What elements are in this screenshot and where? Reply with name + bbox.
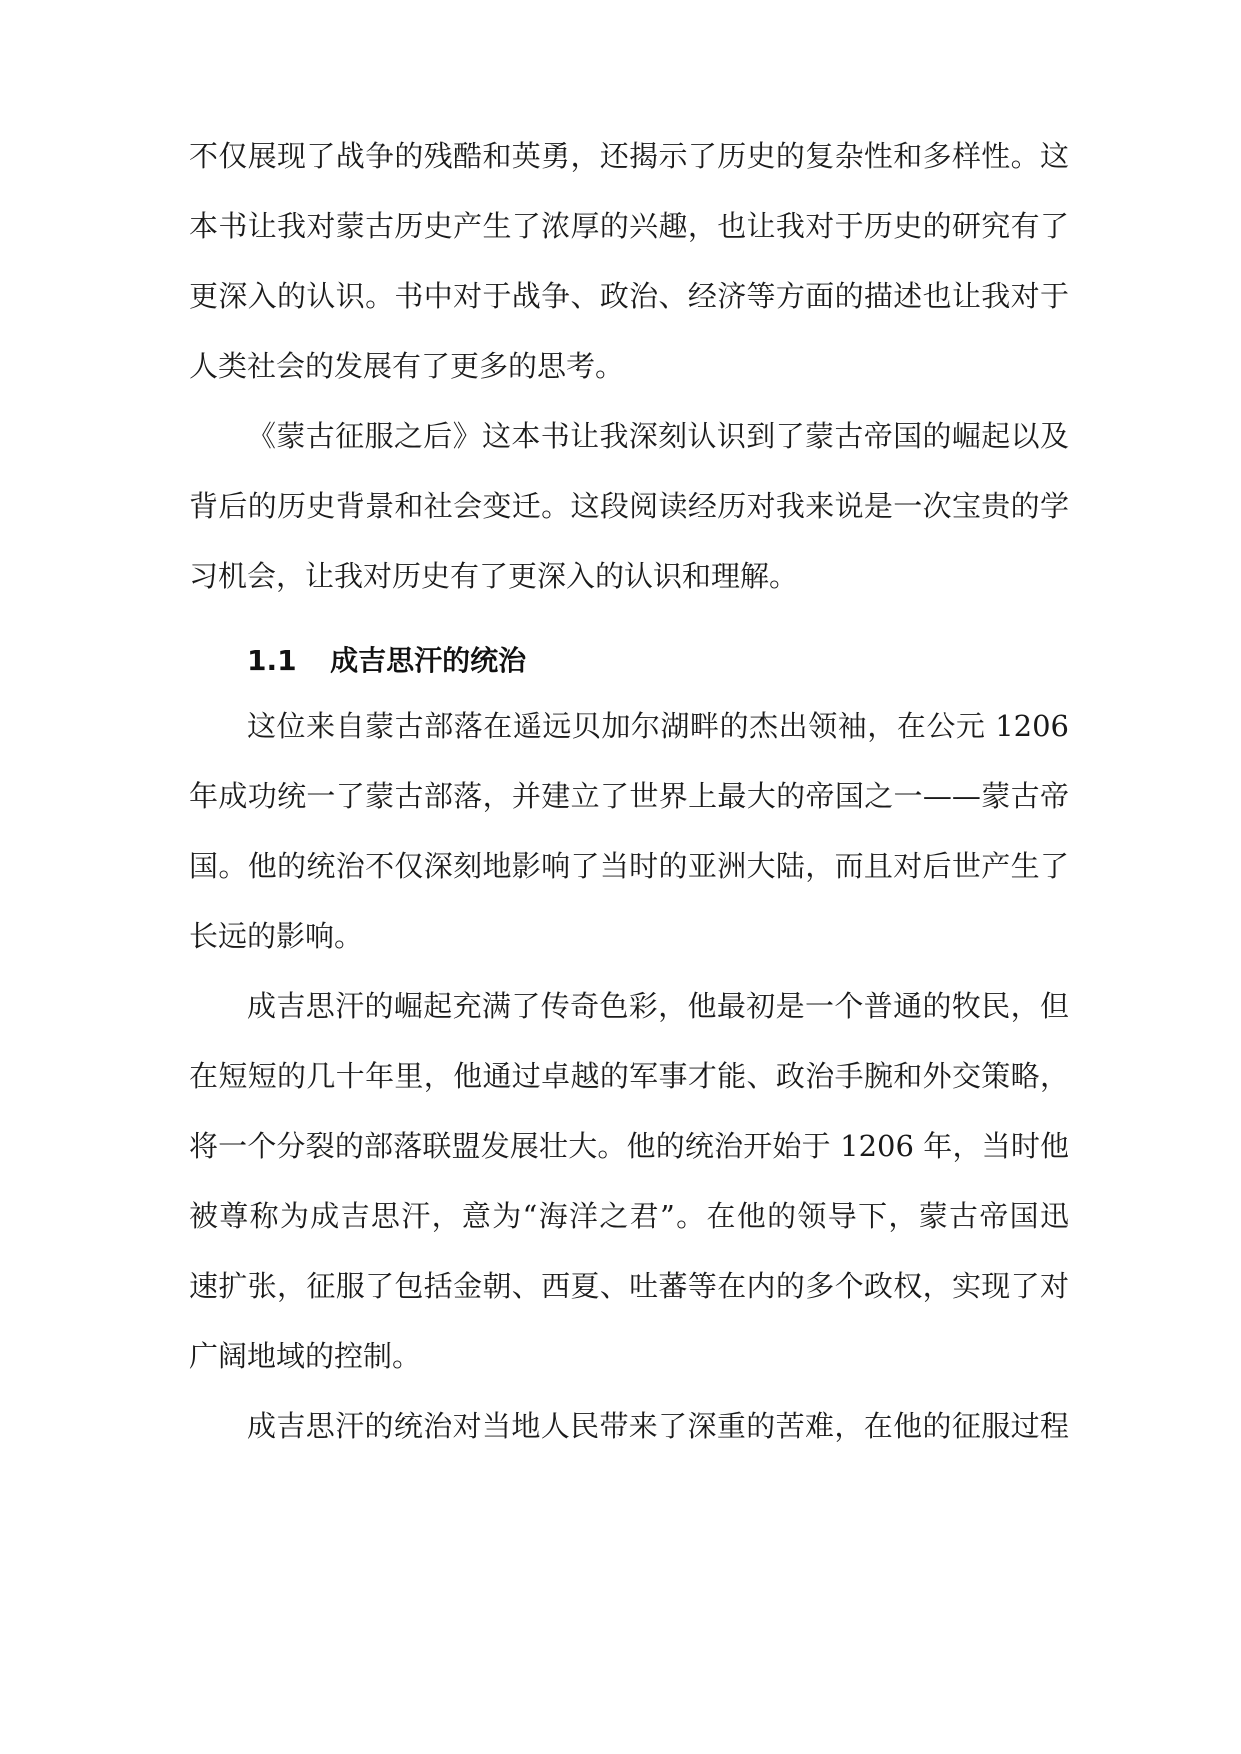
paragraph-line: 习机会，让我对历史有了更深入的认识和理解。	[189, 559, 799, 593]
paragraph-line: 《蒙古征服之后》这本书让我深刻认识到了蒙古帝国的崛起以及	[247, 419, 1069, 453]
section-heading	[247, 641, 526, 681]
paragraph-line: 被尊称为成吉思汗，意为“海洋之君”。在他的领导下，蒙古帝国迅	[189, 1199, 1069, 1233]
paragraph-line: 国。他的统治不仅深刻地影响了当时的亚洲大陆，而且对后世产生了	[189, 849, 1069, 883]
paragraph-line: 在短短的几十年里，他通过卓越的军事才能、政治手腕和外交策略，	[189, 1059, 1069, 1093]
paragraph-line: 成吉思汗的崛起充满了传奇色彩，他最初是一个普通的牧民，但	[247, 989, 1069, 1023]
paragraph-line: 成吉思汗的统治对当地人民带来了深重的苦难，在他的征服过程	[247, 1409, 1069, 1443]
paragraph-line: 背后的历史背景和社会变迁。这段阅读经历对我来说是一次宝贵的学	[189, 489, 1069, 523]
paragraph-line: 速扩张，征服了包括金朝、西夏、吐蕃等在内的多个政权，实现了对	[189, 1269, 1069, 1303]
paragraph-line: 人类社会的发展有了更多的思考。	[189, 349, 625, 383]
paragraph-line: 不仅展现了战争的残酷和英勇，还揭示了历史的复杂性和多样性。这	[189, 139, 1069, 173]
paragraph-line: 年成功统一了蒙古部落，并建立了世界上最大的帝国之一——蒙古帝	[189, 779, 1069, 813]
section-title: 成吉思汗的统治	[330, 644, 527, 677]
paragraph-line: 长远的影响。	[189, 919, 364, 953]
paragraph-line: 更深入的认识。书中对于战争、政治、经济等方面的描述也让我对于	[189, 279, 1069, 313]
paragraph-line: 将一个分裂的部落联盟发展壮大。他的统治开始于 1206 年，当时他	[189, 1129, 1069, 1163]
section-number: 1.1	[247, 644, 297, 677]
paragraph-line: 这位来自蒙古部落在遥远贝加尔湖畔的杰出领袖，在公元 1206	[247, 709, 1069, 743]
paragraph-line: 广阔地域的控制。	[189, 1339, 422, 1373]
paragraph-line: 本书让我对蒙古历史产生了浓厚的兴趣，也让我对于历史的研究有了	[189, 209, 1069, 243]
